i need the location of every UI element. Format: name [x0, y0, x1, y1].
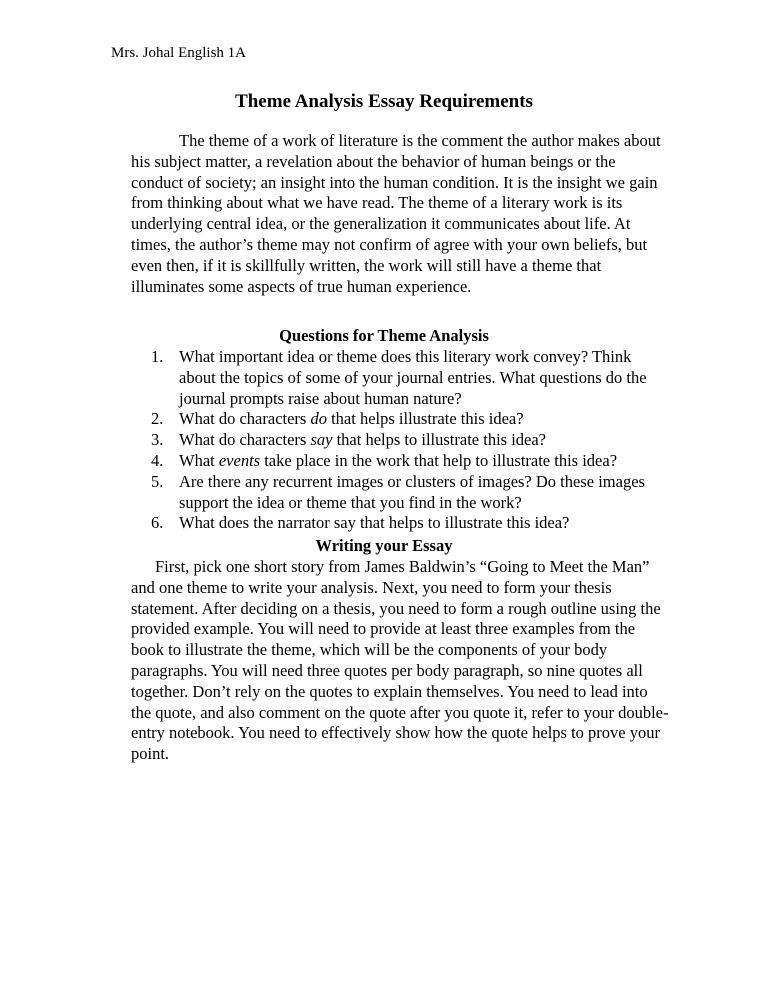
intro-paragraph: The theme of a work of literature is the comment the author makes about his subject matter, a revelation about the behavior of human beings or the conduct of society; an insight into the human condition. It is the insight we gain from thinking about what we have read. The theme of a literary work is its underlying central idea, or the generalization it communicates about life. At times, the author’s theme may not confirm of agree with your own beliefs, but even then, if it is skillfully written, the work will still have a theme that illuminates some aspects of true human experience. [131, 131, 661, 296]
question-item-1 [131, 347, 663, 409]
question-emphasis: say [310, 430, 333, 450]
teacher-course-header: Mrs. Johal English 1A [111, 45, 246, 61]
question-item-5 [131, 472, 663, 514]
question-text: Are there any recurrent images or clusters of images? Do these images support the idea or theme that you find in the work? [179, 471, 645, 512]
question-number: 4. [151, 450, 164, 470]
question-text-end: that helps illustrate this idea? [326, 409, 524, 429]
question-item-3 [131, 430, 663, 451]
question-item-6 [131, 513, 663, 534]
question-text-start: What do characters [179, 409, 311, 429]
question-number: 6. [151, 513, 164, 533]
question-number: 3. [151, 430, 164, 450]
questions-heading: Questions for Theme Analysis [279, 326, 489, 345]
writing-paragraph: First, pick one short story from James Baldwin’s “Going to Meet the Man” and one theme to write your analysis. Next, you need to form your thesis statement. After deciding on a thesis, you need to form a rough outline using the provided example. You will need to provide at least three examples from the book to illustrate the theme, which will be the components of your body paragraphs. You will need three quotes per body paragraph, so nine quotes all together. Don’t rely on the quotes to explain themselves. You need to lead into the quote, and also comment on the quote after you quote it, refer to your double-entry notebook. You need to effectively show how the quote helps to prove your point. [131, 557, 669, 764]
question-emphasis: events [218, 450, 261, 470]
questions-list [131, 347, 663, 534]
question-number: 1. [151, 347, 164, 366]
question-number: 2. [151, 409, 164, 429]
document-title: Theme Analysis Essay Requirements [235, 91, 533, 112]
question-emphasis: do [310, 409, 327, 429]
writing-heading: Writing your Essay [315, 536, 453, 555]
question-text: What does the narrator say that helps to illustrate this idea? [179, 513, 570, 533]
question-text-end: take place in the work that help to illustrate this idea? [260, 450, 618, 470]
question-text-start: What do characters [179, 430, 311, 450]
question-item-2 [131, 409, 663, 430]
question-item-4 [131, 451, 663, 472]
question-number: 5. [151, 471, 164, 491]
question-text: What important idea or theme does this literary work convey? Think about the topics of some of your journal entries. What questions do the journal prompts raise about human nature? [179, 347, 647, 408]
question-text-end: that helps to illustrate this idea? [332, 430, 547, 450]
question-text-start: What [179, 450, 219, 470]
